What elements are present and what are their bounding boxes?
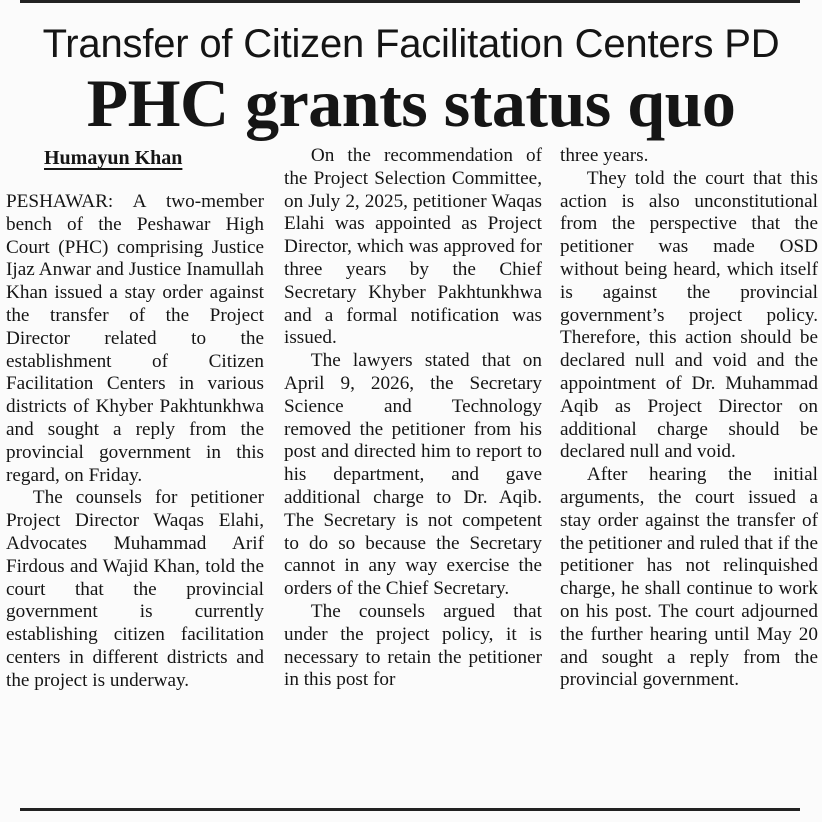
article-headline: PHC grants status quo xyxy=(86,65,736,141)
article-column-3 xyxy=(560,145,818,795)
bottom-rule xyxy=(20,808,800,811)
paragraph: After hearing the initial arguments, the court issued a stay order against the transfer of the petitioner and ruled that if the petitioner has not relinquished charge, he shall continue to work on his post. The court adjourned the further hearing until May 20 and sought a reply from the provincial government. xyxy=(560,464,818,691)
article-byline: Humayun Khan xyxy=(44,147,183,169)
paragraph: The lawyers stated that on April 9, 2026, the Secretary Science and Technology removed the petitioner from his post and directed him to report to his department, and gave additional charge to Dr. Aqib. The Secretary is not competent to do so because the Secretary cannot in any way exercise the orders of the Chief Secretary. xyxy=(284,350,542,600)
paragraph: They told the court that this action is also unconstitutional from the perspective that the petitioner was made OSD without being heard, which itself is against the provincial government’s project policy. Therefore, this action should be declared null and void and the appointment of Dr. Muhammad Aqib as Project Director on additional charge should be declared null and void. xyxy=(560,167,818,463)
paragraph: three years. xyxy=(560,145,649,166)
article-column-1 xyxy=(6,191,264,796)
article-kicker: Transfer of Citizen Facilitation Centers PD xyxy=(42,22,780,66)
paragraph: PESHAWAR: A two-member bench of the Peshawar High Court (PHC) comprising Justice Ijaz Anwar and Justice Inamullah Khan issued a stay order against the transfer of the Project Director related to the establishment of Citizen Facilitation Centers in various districts of Khyber Pakhtunkhwa and sought a reply from the provincial government in this regard, on Friday. xyxy=(6,191,264,486)
paragraph: The counsels argued that under the project policy, it is necessary to retain the petitioner in this post for xyxy=(284,600,542,691)
paragraph: The counsels for petitioner Project Director Waqas Elahi, Advocates Muhammad Arif Firdous and Wajid Khan, told the court that the provincial government is currently establishing citizen facilitation centers in different districts and the project is underway. xyxy=(6,487,264,691)
top-rule xyxy=(20,0,800,3)
paragraph: On the recommendation of the Project Selection Committee, on July 2, 2025, petitioner Waqas Elahi was appointed as Project Director, which was approved for three years by the Chief Secretary Khyber Pakhtunkhwa and a formal notification was issued. xyxy=(284,145,542,349)
article-column-2 xyxy=(284,145,542,795)
